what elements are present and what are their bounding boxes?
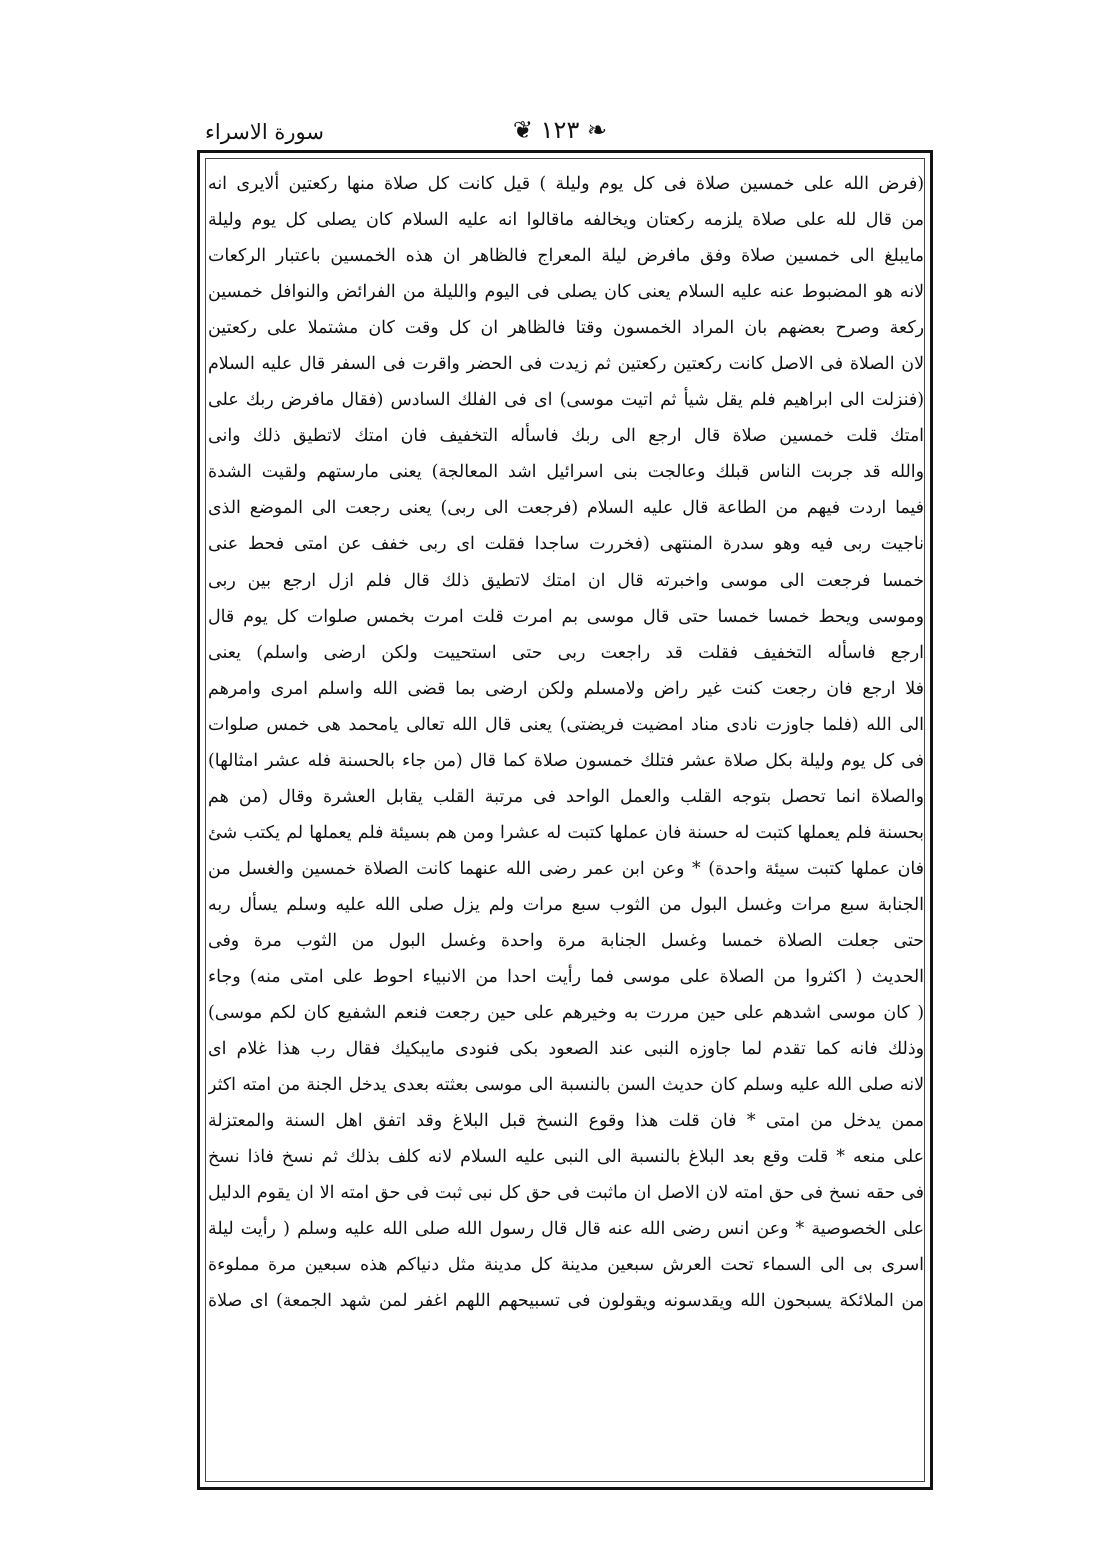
surah-title: سورة الاسراء <box>205 120 324 144</box>
text-line: على منعه * قلت وقع بعد البلاغ بالنسبة الى النبى عليه السلام لانه كلف بذلك ثم نسخ فاذا نسخ <box>208 1147 924 1168</box>
text-line: فى كل يوم وليلة بكل صلاة عشر فتلك خمسون صلاة كما قال (من جاء بالحسنة فله عشر امثالها) <box>208 750 924 771</box>
text-line: فيما اردت فيهم من الطاعة قال عليه السلام (فرجعت الى ربى) يعنى رجعت الى الموضع الذى <box>208 498 924 519</box>
text-line: مايبلغ الى خمسين صلاة وفق مافرض ليلة المعراج فالظاهر ان هذه الخمسين باعتبار الركعات <box>208 246 924 267</box>
text-line: بحسنة فلم يعملها كتبت له حسنة فان عملها كتبت له عشرا ومن هم بسيئة فلم يعملها لم يكتب شئ <box>208 822 924 843</box>
text-body <box>208 166 924 1320</box>
text-line: على الخصوصية * وعن انس رضى الله عنه قال قال رسول الله صلى الله عليه وسلم ( رأيت ليلة <box>208 1219 924 1240</box>
text-line: ممن يدخل من امتى * فان قلت هذا وقوع النسخ قبل البلاغ وقد اتفق اهل السنة والمعتزلة <box>208 1111 924 1132</box>
text-line: فلا ارجع فان رجعت كنت غير راض ولامسلم ولكن ارضى بما قضى الله واسلم امرى وامرهم <box>208 678 924 699</box>
text-line: (فرض الله على خمسين صلاة فى كل يوم وليلة ) قيل كانت كل صلاة منها ركعتين ألايرى انه <box>208 174 924 194</box>
text-line: وذلك فانه كما تقدم لما جاوزه النبى عند الصعود بكى فنودى مايبكيك فقال رب هذا غلام اى <box>208 1039 924 1060</box>
text-line: خمسا فرجعت الى موسى واخبرته قال ان امتك لاتطيق ذلك قال فلم ازل ارجع بين ربى <box>208 570 924 591</box>
text-line: فى حقه نسخ فى حق امته لان الاصل ان ماثبت فى حق كل نبى ثبت فى حق امته الا ان يقوم الدليل <box>208 1183 924 1204</box>
text-line: الحديث ( اكثروا من الصلاة على موسى فما رأيت احدا من الانبياء احوط على امتى منه) وجاء <box>208 967 924 988</box>
text-line: ركعة وصرح بعضهم بان المراد الخمسون وقتا فالظاهر ان كل وقت كان مشتملا على ركعتين <box>208 318 924 339</box>
text-line: لان الصلاة فى الاصل كانت ركعتين ركعتين ثم زيدت فى الحضر واقرت فى السفر قال عليه السلام <box>208 354 924 375</box>
text-line: وموسى ويحط خمسا خمسا حتى قال موسى بم امرت قلت امرت بخمس صلوات كل يوم قال <box>208 606 924 627</box>
text-line: والله قد جربت الناس قبلك وعالجت بنى اسرائيل اشد المعالجة) يعنى مارستهم ولقيت الشدة <box>208 462 924 483</box>
text-line: اسرى بى الى السماء تحت العرش سبعين مدينة كل مدينة مثل دنياكم هذه سبعين مرة مملوءة <box>208 1255 924 1276</box>
text-line: والصلاة انما تحصل بتوجه القلب والعمل الواحد فى مرتبة القلب يقابل العشرة وقال (من هم <box>208 786 924 807</box>
text-line: لانه صلى الله عليه وسلم كان حديث السن بالنسبة الى موسى بعثته بعدى يدخل الجنة من امته اكثر <box>208 1075 924 1096</box>
right-ornament-icon: ❧ <box>586 116 608 144</box>
page-number: ۱۲۳ <box>540 116 580 144</box>
text-line: لانه هو المضبوط عنه عليه السلام يعنى كان يصلى فى اليوم والليلة من الفرائض والنوافل خمسين <box>208 282 924 303</box>
text-line: حتى جعلت الصلاة خمسا وغسل الجنابة مرة واحدة وغسل البول من الثوب مرة وفى <box>208 930 924 951</box>
text-line: ناجيت ربى فيه وهو سدرة المنتهى (فخررت ساجدا فقلت اى ربى خفف عن امتى فحط عنى <box>208 534 924 555</box>
text-line: من الملائكة يسبحون الله ويقدسونه ويقولون فى تسبيحهم اللهم اغفر لمن شهد الجمعة) اى صلاة <box>208 1291 924 1312</box>
text-line: ارجع فاسأله التخفيف فقلت قد راجعت ربى حتى استحييت ولكن ارضى واسلم) يعنى <box>208 642 924 663</box>
page-header <box>0 112 1118 152</box>
page-number-block <box>505 116 615 144</box>
text-line: ( كان موسى اشدهم على حين مررت به وخيرهم على حين رجعت فنعم الشفيع كان لكم موسى) <box>208 1003 924 1024</box>
text-line: (فنزلت الى ابراهيم فلم يقل شيأ ثم اتيت موسى) اى فى الفلك السادس (فقال مافرض ربك على <box>208 390 924 411</box>
text-line: امتك قلت خمسين صلاة قال ارجع الى ربك فاسأله التخفيف فان امتك لاتطيق ذلك وانى <box>208 426 924 447</box>
text-line: فان عملها كتبت سيئة واحدة) * وعن ابن عمر رضى الله عنهما كانت الصلاة خمسين والغسل من <box>208 858 924 879</box>
text-line: من قال لله على صلاة يلزمه ركعتان ويخالفه ماقالوا انه عليه السلام كان يصلى كل يوم وليلة <box>208 210 924 231</box>
text-line: الجنابة سبع مرات وغسل البول من الثوب سبع مرات ولم يزل صلى الله عليه وسلم يسأل ربه <box>208 894 924 915</box>
left-ornament-icon: ❦ <box>512 116 534 144</box>
text-line: الى الله (فلما جاوزت نادى مناد امضيت فريضتى) يعنى قال الله تعالى يامحمد هى خمس صلوات <box>208 714 924 735</box>
